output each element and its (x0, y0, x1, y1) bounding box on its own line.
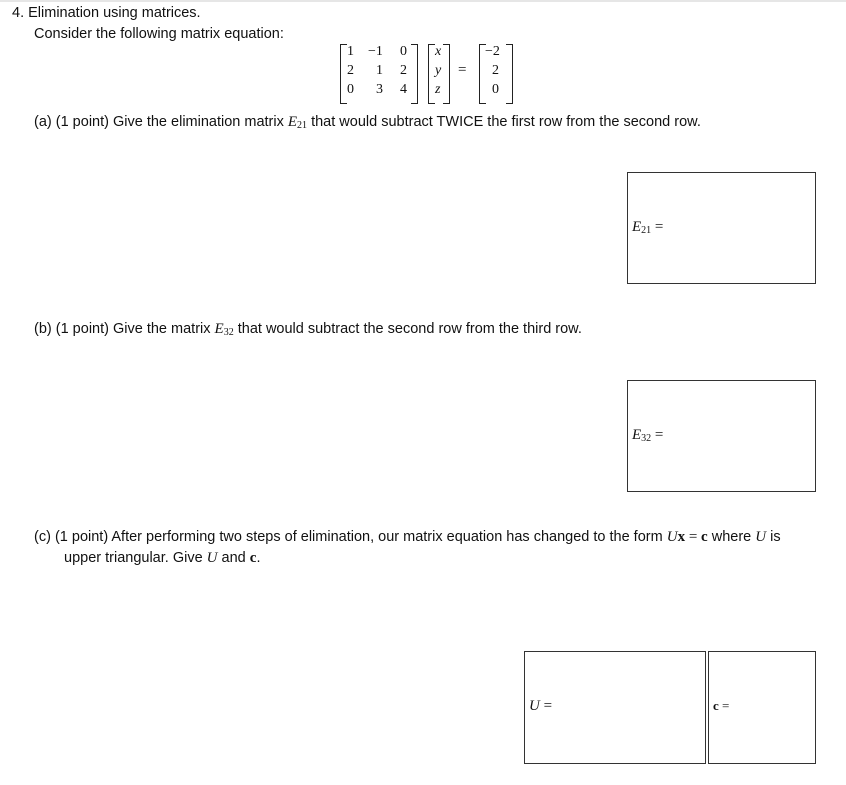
answer-box-U-label: U = (529, 698, 553, 714)
part-c-question-line2 (64, 550, 260, 567)
vector-x-cell: z (435, 82, 441, 97)
answer-box-E21-label: $E_{21}$ = (632, 219, 664, 236)
vector-x (428, 44, 450, 102)
answer-box-c[interactable] (708, 651, 816, 764)
vector-x-right-bracket (443, 44, 450, 104)
part-a-text-before: Give the elimination matrix (113, 114, 284, 130)
matrix-A-cell: 1 (347, 44, 354, 59)
answer-box-E32-label: $E_{32}$ = (632, 427, 664, 444)
part-b-symbol: $E_{32}$ (214, 321, 234, 338)
part-b-question (34, 321, 582, 338)
part-b-text-before: Give the matrix (113, 321, 211, 337)
matrix-A-cell: 1 (376, 63, 383, 78)
problem-intro: Consider the following matrix equation: (34, 26, 284, 42)
equation-equals: = (458, 62, 467, 78)
problem-title: Elimination using matrices. (28, 5, 201, 21)
matrix-A (340, 44, 418, 102)
top-divider (0, 0, 846, 2)
part-c-line2-text1: upper triangular. Give (64, 550, 203, 566)
part-c-text2: where (711, 529, 752, 545)
matrix-A-right-bracket (411, 44, 418, 104)
answer-box-U[interactable] (524, 651, 706, 764)
problem-number: 4. (12, 5, 25, 21)
part-a-symbol: $E_{21}$ (287, 114, 308, 131)
part-b-label: (b) (34, 321, 52, 337)
part-c-line2-U: U (206, 550, 218, 566)
part-a-label: (a) (34, 114, 52, 130)
vector-b-cell: −2 (485, 44, 500, 59)
vector-x-cell: y (435, 63, 442, 78)
matrix-A-left-bracket (340, 44, 347, 104)
matrix-A-cell: 2 (347, 63, 354, 78)
matrix-A-cell: 3 (376, 82, 383, 97)
part-c-line2-and: and (221, 550, 246, 566)
part-a-question (34, 114, 701, 131)
part-b-points: (1 point) (55, 321, 109, 337)
part-c-form: Ux = c (666, 529, 708, 545)
vector-x-left-bracket (428, 44, 435, 104)
vector-x-cell: x (435, 44, 442, 59)
matrix-A-cell: 4 (400, 82, 407, 97)
matrix-A-cell: −1 (368, 44, 383, 59)
part-c-text3: is (770, 529, 781, 545)
vector-b-cell: 0 (492, 82, 499, 97)
part-a-points: (1 point) (55, 114, 109, 130)
matrix-A-cell: 0 (400, 44, 407, 59)
vector-b-right-bracket (506, 44, 513, 104)
part-c-line2-end: . (256, 550, 261, 566)
part-a-text-after: that would subtract TWICE the first row from the second row. (311, 114, 701, 130)
part-c-U: U (755, 529, 767, 545)
part-c-question-line1 (34, 529, 781, 546)
part-c-text1: After performing two steps of elimination, our matrix equation has changed to the form (111, 529, 663, 545)
part-c-points: (1 point) (54, 529, 109, 545)
part-c-line2-c: c (249, 550, 257, 566)
part-c-label: (c) (34, 529, 51, 545)
vector-b-cell: 2 (492, 63, 499, 78)
answer-box-E21[interactable] (627, 172, 816, 284)
answer-box-E32[interactable] (627, 380, 816, 492)
matrix-A-cell: 2 (400, 63, 407, 78)
vector-b (479, 44, 513, 102)
part-b-text-after: that would subtract the second row from the third row. (237, 321, 582, 337)
answer-box-c-label: c = (713, 698, 730, 713)
problem-heading (12, 5, 201, 21)
matrix-A-cell: 0 (347, 82, 354, 97)
